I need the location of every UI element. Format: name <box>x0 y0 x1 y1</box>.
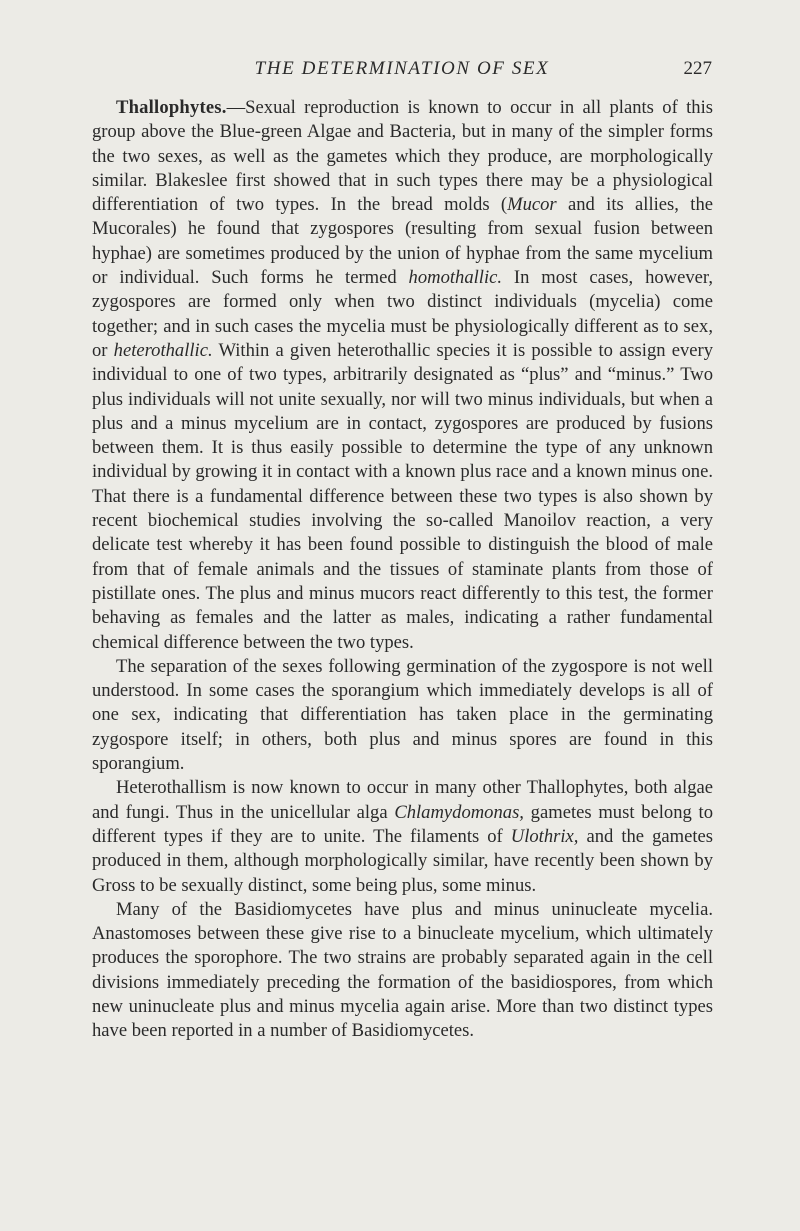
text-segment: Heterothallism is now known to occur in many other Thallophytes, both algae and fungi. Thus in the unicellular alga <box>92 777 713 823</box>
text-segment: —Sexual reproduction is known to occur in all plants of this group above the Blue-green Algae and Bacteria, but in many of the simpler forms the two sexes, as well as the gametes which they produce, are morphologically similar. Blakeslee first showed that in such types there may be a physiological differentiation of two types. In the bread molds ( <box>92 97 713 216</box>
italic-term: Mucor <box>507 194 557 216</box>
text-segment: Many of the Basidiomycetes have plus and minus uninucleate mycelia. Anastomoses between these give rise to a binucleate mycelium, which ultimately produces the sporophore. The two strains are probably separated again in the cell divisions immediately preceding the formation of the basidiospores, from which new uninucleate plus and minus mycelia again arise. More than two distinct types have been reported in a number of Basidiomycetes. <box>92 898 713 1042</box>
page-number: 227 <box>683 58 712 79</box>
italic-term: heterothallic. <box>113 339 213 361</box>
text-segment: Within a given heterothallic species it is possible to assign every individual to one of two types, arbitrarily designated as “plus” and “minus.” Two plus individuals will not unite sexually, nor will two minus individuals, but when a plus and a minus mycelium are in contact, zygospores are produced by fusions between them. It is thus easily possible to determine the type of any unknown individual by growing it in contact with a known plus race and a known minus one. That there is a fundamental difference between these two types is also shown by recent biochemical studies involving the so-called Manoilov reaction, a very delicate test whereby it has been found possible to distinguish the blood of male from that of female animals and the tissues of staminate plants from those of pistillate ones. The plus and minus mucors react differently to this test, the former behaving as females and the latter as males, indicating a rather fundamental chemical difference between the two types. <box>92 339 714 653</box>
body-text <box>92 96 713 1044</box>
text-segment: and the gametes produced in them, although morphologically similar, have recently been shown by Gross to be sexually distinct, some being plus, some minus. <box>92 825 713 896</box>
paragraph <box>92 776 713 897</box>
text-segment: and its allies, the Mucorales) he found that zygospores (resulting from sexual fusion between hyphae) are sometimes produced by the union of hyphae from the same mycelium or individual. Such forms he termed <box>92 194 713 289</box>
text-segment: gametes must belong to different types if they are to unite. The filaments of <box>92 801 713 847</box>
paragraph <box>92 655 713 776</box>
italic-term: Ulothrix, <box>510 825 579 847</box>
paragraph-heading: Thallophytes. <box>116 97 227 118</box>
running-title: THE DETERMINATION OF SEX <box>254 58 550 79</box>
paragraph <box>92 898 713 1044</box>
page-header <box>92 58 712 88</box>
italic-term: homothallic. <box>408 267 503 289</box>
paragraph <box>92 96 713 655</box>
text-segment: In most cases, however, zygospores are formed only when two distinct individuals (mycelia) come together; and in such cases the mycelia must be physiologically different as to sex, or <box>92 267 713 361</box>
italic-term: Chlamydomonas, <box>394 801 524 823</box>
text-segment: The separation of the sexes following germination of the zygospore is not well understood. In some cases the sporangium which immediately develops is all of one sex, indicating that differentiation has taken place in the germinating zygospore itself; in others, both plus and minus spores are found in this sporangium. <box>92 655 713 775</box>
